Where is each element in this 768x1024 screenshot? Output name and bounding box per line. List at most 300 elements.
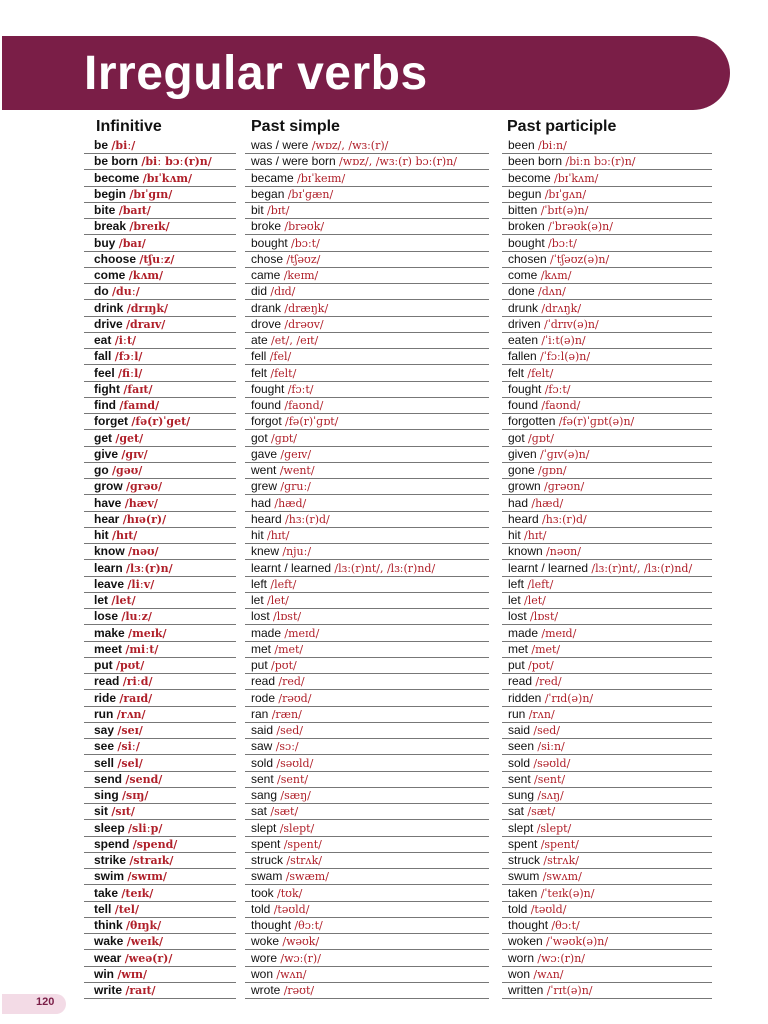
table-row (0, 933, 768, 949)
pronunciation: /bɪˈkʌm/ (554, 171, 599, 185)
past-participle-cell (502, 527, 712, 544)
pronunciation: /ˈbrəʊk(ə)n/ (548, 220, 613, 234)
infinitive-cell (84, 430, 236, 447)
table-row (0, 527, 768, 543)
verb-form: written (508, 983, 544, 997)
verb-form: gone (508, 463, 535, 477)
past-participle-cell (502, 202, 712, 219)
pronunciation: /hæd/ (274, 496, 307, 510)
table-row (0, 430, 768, 446)
pronunciation: /spent/ (283, 837, 322, 851)
verb-form: had (508, 495, 529, 510)
pronunciation: /ˈrɪt(ə)n/ (546, 984, 593, 997)
past-participle-cell (502, 576, 712, 593)
verb-form: bought (508, 235, 545, 250)
verb-form: found (508, 398, 539, 412)
infinitive-cell (84, 771, 236, 788)
verb-form: did (251, 284, 268, 299)
table-row (0, 235, 768, 251)
table-row (0, 625, 768, 641)
verb-form: let (251, 593, 264, 607)
verb-form: take (94, 885, 119, 900)
verb-form: lost (508, 609, 527, 624)
table-row (0, 446, 768, 462)
pronunciation: /pʊt/ (116, 659, 145, 672)
infinitive-cell (84, 332, 236, 349)
infinitive-cell (84, 381, 236, 398)
pronunciation: /wəʊk/ (282, 935, 320, 949)
infinitive-cell (84, 690, 236, 707)
past-simple-cell (245, 267, 489, 284)
pronunciation: /ɡeɪv/ (280, 447, 312, 461)
pronunciation: /sɪt/ (111, 805, 135, 819)
pronunciation: /hɪə(r)/ (122, 512, 167, 526)
pronunciation: /ɡrəʊ/ (126, 480, 163, 494)
pronunciation: /rəʊd/ (278, 691, 312, 705)
pronunciation: /sʌŋ/ (537, 789, 564, 802)
pronunciation: /səʊld/ (276, 756, 314, 770)
pronunciation: /ˈfɔːl(ə)n/ (540, 350, 591, 364)
verb-form: come (94, 268, 126, 282)
verb-form: bitten (508, 203, 538, 217)
pronunciation: /went/ (279, 464, 315, 477)
verb-form: let (94, 593, 109, 607)
verb-form: ridden (508, 690, 542, 705)
verb-form: ate (251, 333, 268, 347)
pronunciation: /biːn bɔː(r)n/ (565, 155, 636, 169)
pronunciation: /bɪˈɡæn/ (287, 187, 334, 201)
verb-form: met (251, 641, 272, 656)
infinitive-cell (84, 722, 236, 739)
pronunciation: /keɪm/ (283, 269, 319, 282)
past-participle-cell (502, 300, 712, 317)
verb-form: meet (94, 641, 123, 656)
verb-form: sleep (94, 820, 125, 835)
verb-form: swum (508, 869, 540, 884)
verb-form: been (508, 138, 535, 152)
verb-form: knew (251, 544, 280, 559)
verb-form: broke (251, 219, 282, 234)
verb-form: slept (508, 820, 534, 835)
pronunciation: /sɔː/ (275, 740, 299, 754)
pronunciation: /sæŋ/ (280, 789, 311, 802)
past-simple-cell (245, 283, 489, 300)
past-participle-cell (502, 933, 712, 950)
verb-form: was / were (251, 138, 309, 152)
pronunciation: /red/ (278, 675, 305, 689)
verb-form: write (94, 983, 123, 997)
table-row (0, 365, 768, 381)
verb-form: sold (508, 755, 531, 770)
pronunciation: /bɪˈɡʌn/ (544, 187, 587, 201)
pronunciation: /met/ (274, 642, 304, 656)
past-participle-cell (502, 803, 712, 820)
verb-form: got (251, 430, 268, 445)
infinitive-cell (84, 153, 236, 170)
infinitive-cell (84, 495, 236, 512)
pronunciation: /rʌn/ (528, 707, 555, 721)
pronunciation: /liːv/ (127, 577, 155, 591)
past-participle-cell (502, 771, 712, 788)
verb-form: done (508, 284, 535, 299)
pronunciation: /sent/ (534, 772, 566, 786)
verb-form: drank (251, 300, 282, 315)
past-participle-cell (502, 332, 712, 349)
verb-form: sat (251, 804, 268, 819)
table-row (0, 836, 768, 852)
infinitive-cell (84, 966, 236, 983)
verb-form: run (508, 706, 526, 721)
pronunciation: /bɪˈkʌm/ (142, 171, 193, 185)
verb-form: left (508, 576, 525, 591)
verb-form: chose (251, 251, 284, 266)
verb-form: swim (94, 869, 125, 884)
pronunciation: /ˈrɪd(ə)n/ (544, 691, 594, 705)
verb-form: wear (94, 950, 122, 965)
verb-form: sold (251, 755, 274, 770)
past-simple-cell (245, 300, 489, 317)
pronunciation: /sɪŋ/ (122, 789, 149, 802)
pronunciation: /iːt/ (114, 334, 137, 347)
pronunciation: /lɜː(r)nt/, /lɜː(r)nd/ (591, 561, 693, 575)
verb-form: made (251, 625, 282, 640)
verb-form: sell (94, 755, 115, 770)
pronunciation: /teɪk/ (121, 886, 154, 900)
pronunciation: /meɪk/ (128, 626, 167, 640)
pronunciation: /met/ (531, 642, 561, 656)
verb-form: struck (251, 853, 284, 867)
verb-form: rode (251, 690, 276, 705)
verb-form: sent (251, 771, 274, 786)
table-row (0, 300, 768, 316)
past-participle-cell (502, 917, 712, 934)
past-simple-cell (245, 430, 489, 447)
pronunciation: /təʊld/ (273, 902, 310, 916)
verb-form: made (508, 625, 539, 640)
verb-form: told (508, 901, 528, 916)
verb-form: sat (508, 804, 525, 819)
verb-form: won (508, 966, 531, 981)
verb-form: be (94, 138, 109, 152)
table-row (0, 592, 768, 608)
past-simple-cell (245, 803, 489, 820)
pronunciation: /weə(r)/ (124, 951, 173, 965)
verb-form: forget (94, 414, 128, 429)
past-simple-cell (245, 917, 489, 934)
past-participle-cell (502, 982, 712, 999)
verb-form: thought (251, 918, 292, 932)
infinitive-cell (84, 657, 236, 674)
verb-form: gave (251, 446, 278, 461)
past-participle-cell (502, 836, 712, 853)
verb-form: won (251, 966, 274, 981)
pronunciation: /fɔːt/ (544, 382, 571, 396)
verb-form: lost (251, 609, 270, 624)
infinitive-cell (84, 137, 236, 154)
pronunciation: /pʊt/ (271, 659, 297, 672)
table-row (0, 608, 768, 624)
verb-form: begin (94, 186, 126, 201)
verb-form: given (508, 446, 537, 461)
verb-form: saw (251, 739, 273, 754)
infinitive-cell (84, 186, 236, 203)
pronunciation: /rəʊt/ (283, 984, 315, 997)
verb-form: fought (508, 381, 542, 396)
past-simple-cell (245, 170, 489, 187)
past-simple-cell (245, 950, 489, 967)
past-simple-cell (245, 251, 489, 268)
pronunciation: /fɔːt/ (287, 382, 314, 396)
past-participle-cell (502, 365, 712, 382)
verb-form: read (251, 674, 276, 689)
pronunciation: /ɡəʊ/ (112, 464, 143, 477)
pronunciation: /draɪv/ (126, 317, 166, 331)
pronunciation: /tʃəʊz/ (286, 252, 321, 266)
pronunciation: /sel/ (117, 756, 143, 770)
pronunciation: /hɜː(r)d/ (542, 512, 587, 526)
pronunciation: /wɒz/, /wɜː(r) bɔː(r)n/ (339, 155, 458, 169)
infinitive-cell (84, 982, 236, 999)
past-simple-cell (245, 641, 489, 658)
table-row (0, 511, 768, 527)
pronunciation: /biːn/ (538, 139, 567, 152)
table-row (0, 543, 768, 559)
header-past-simple: Past simple (251, 118, 340, 135)
infinitive-cell (84, 901, 236, 918)
verb-form: win (94, 966, 114, 981)
past-participle-cell (502, 543, 712, 560)
verb-form: ride (94, 690, 117, 705)
infinitive-cell (84, 511, 236, 528)
verb-form: drive (94, 316, 123, 331)
pronunciation: /fɔːl/ (114, 350, 143, 364)
past-participle-cell (502, 625, 712, 642)
table-row (0, 706, 768, 722)
table-row (0, 218, 768, 234)
verb-form: hit (508, 528, 521, 542)
pronunciation: /ˈtʃəʊz(ə)n/ (550, 252, 610, 266)
verb-form: have (94, 495, 122, 510)
verb-form: learnt / learned (251, 560, 332, 575)
past-simple-cell (245, 592, 489, 609)
page-title: Irregular verbs (84, 47, 428, 100)
pronunciation: /bɔːt/ (548, 236, 577, 250)
pronunciation: /fel/ (269, 350, 292, 364)
past-simple-cell (245, 836, 489, 853)
table-row (0, 690, 768, 706)
verb-form: buy (94, 235, 116, 250)
pronunciation: /ˈɡɪv(ə)n/ (540, 447, 590, 461)
pronunciation: /spend/ (132, 837, 178, 851)
verb-form: drink (94, 300, 124, 315)
infinitive-cell (84, 251, 236, 268)
infinitive-cell (84, 267, 236, 284)
table-row (0, 202, 768, 218)
verb-form: learn (94, 560, 123, 575)
infinitive-cell (84, 641, 236, 658)
past-simple-cell (245, 316, 489, 333)
table-row (0, 982, 768, 998)
past-participle-cell (502, 316, 712, 333)
pronunciation: /biː/ (111, 139, 136, 152)
table-row (0, 787, 768, 803)
infinitive-cell (84, 625, 236, 642)
pronunciation: /ræn/ (271, 707, 302, 721)
pronunciation: /sed/ (533, 724, 560, 737)
verb-form: begun (508, 186, 542, 201)
verb-form: left (251, 576, 268, 591)
infinitive-cell (84, 950, 236, 967)
pronunciation: /tʊk/ (277, 886, 303, 900)
table-row (0, 868, 768, 884)
pronunciation: /fiːl/ (118, 366, 143, 380)
table-row (0, 803, 768, 819)
past-simple-cell (245, 446, 489, 463)
past-participle-cell (502, 738, 712, 755)
verb-form: felt (251, 365, 268, 380)
verb-form: say (94, 723, 115, 737)
verb-form: hit (94, 528, 109, 542)
infinitive-cell (84, 170, 236, 187)
past-simple-cell (245, 625, 489, 642)
verb-form: struck (508, 853, 541, 867)
verb-form: break (94, 219, 127, 234)
infinitive-cell (84, 576, 236, 593)
table-row (0, 755, 768, 771)
past-simple-cell (245, 511, 489, 528)
verb-form: taken (508, 885, 538, 900)
past-participle-cell (502, 966, 712, 983)
pronunciation: /nəʊn/ (546, 545, 581, 559)
pronunciation: /baɪt/ (118, 204, 151, 217)
header-infinitive: Infinitive (96, 118, 162, 135)
verb-form: fall (94, 349, 112, 364)
past-participle-cell (502, 852, 712, 869)
pronunciation: /sæt/ (527, 805, 556, 819)
pronunciation: /hɪt/ (524, 529, 547, 542)
past-participle-cell (502, 901, 712, 918)
past-participle-cell (502, 868, 712, 885)
pronunciation: /et/, /eɪt/ (271, 334, 319, 347)
infinitive-cell (84, 787, 236, 804)
past-participle-cell (502, 495, 712, 512)
verb-form: felt (508, 365, 525, 380)
verb-form: fight (94, 381, 120, 396)
table-row (0, 917, 768, 933)
past-participle-cell (502, 348, 712, 365)
pronunciation: /biː bɔː(r)n/ (141, 155, 212, 169)
table-row (0, 170, 768, 186)
pronunciation: /send/ (125, 772, 163, 786)
past-simple-cell (245, 202, 489, 219)
infinitive-cell (84, 852, 236, 869)
pronunciation: /let/ (524, 594, 546, 607)
infinitive-cell (84, 235, 236, 252)
table-row (0, 722, 768, 738)
verb-form: become (94, 170, 140, 185)
verb-form: spent (508, 836, 538, 851)
infinitive-cell (84, 836, 236, 853)
verb-form: worn (508, 950, 535, 965)
pronunciation: /strʌk/ (286, 854, 322, 867)
verb-form: spent (251, 836, 281, 851)
table-row (0, 462, 768, 478)
past-participle-cell (502, 592, 712, 609)
verb-form: sung (508, 788, 535, 802)
pronunciation: /sæt/ (270, 805, 299, 819)
past-participle-cell (502, 950, 712, 967)
verb-form: spend (94, 836, 130, 851)
table-row (0, 251, 768, 267)
pronunciation: /hɪt/ (112, 529, 138, 542)
verb-form: grow (94, 479, 123, 494)
pronunciation: /wɔː(r)n/ (537, 951, 585, 965)
verb-form: put (251, 658, 268, 672)
past-participle-cell (502, 170, 712, 187)
past-participle-cell (502, 706, 712, 723)
past-participle-cell (502, 267, 712, 284)
past-participle-cell (502, 218, 712, 235)
pronunciation: /slept/ (279, 821, 315, 835)
table-row (0, 852, 768, 868)
verb-form: forgotten (508, 414, 556, 429)
pronunciation: /let/ (111, 594, 136, 607)
pronunciation: /drʌŋk/ (541, 301, 582, 315)
pronunciation: /wʌn/ (533, 967, 564, 981)
verb-form: thought (508, 918, 549, 932)
pronunciation: /breɪk/ (129, 220, 170, 234)
table-row (0, 560, 768, 576)
verb-form: went (251, 463, 277, 477)
past-participle-cell (502, 787, 712, 804)
past-simple-cell (245, 478, 489, 495)
past-simple-cell (245, 706, 489, 723)
verb-form: sent (508, 771, 531, 786)
past-simple-cell (245, 657, 489, 674)
pronunciation: /θɔːt/ (551, 919, 580, 932)
past-participle-cell (502, 462, 712, 479)
infinitive-cell (84, 868, 236, 885)
table-row (0, 413, 768, 429)
past-simple-cell (245, 755, 489, 772)
table-row (0, 738, 768, 754)
pronunciation: /wɒz/, /wɜː(r)/ (311, 139, 389, 152)
past-simple-cell (245, 982, 489, 999)
header-past-participle: Past participle (507, 118, 617, 135)
past-simple-cell (245, 576, 489, 593)
past-participle-cell (502, 413, 712, 430)
verb-form: tell (94, 901, 112, 916)
pronunciation: /raɪt/ (125, 984, 156, 997)
verb-form: bought (251, 235, 288, 250)
past-participle-cell (502, 560, 712, 577)
pronunciation: /hæv/ (124, 496, 158, 510)
verb-form: eat (94, 333, 112, 347)
infinitive-cell (84, 755, 236, 772)
past-participle-cell (502, 511, 712, 528)
table-row (0, 641, 768, 657)
pronunciation: /wʌn/ (276, 967, 307, 981)
verb-form: sing (94, 788, 119, 802)
past-simple-cell (245, 381, 489, 398)
pronunciation: /θɪŋk/ (126, 919, 162, 932)
past-simple-cell (245, 608, 489, 625)
verb-form: drove (251, 316, 282, 331)
verb-form: grown (508, 479, 541, 494)
verb-form: read (508, 674, 533, 689)
table-row (0, 820, 768, 836)
pronunciation: /felt/ (270, 366, 297, 380)
